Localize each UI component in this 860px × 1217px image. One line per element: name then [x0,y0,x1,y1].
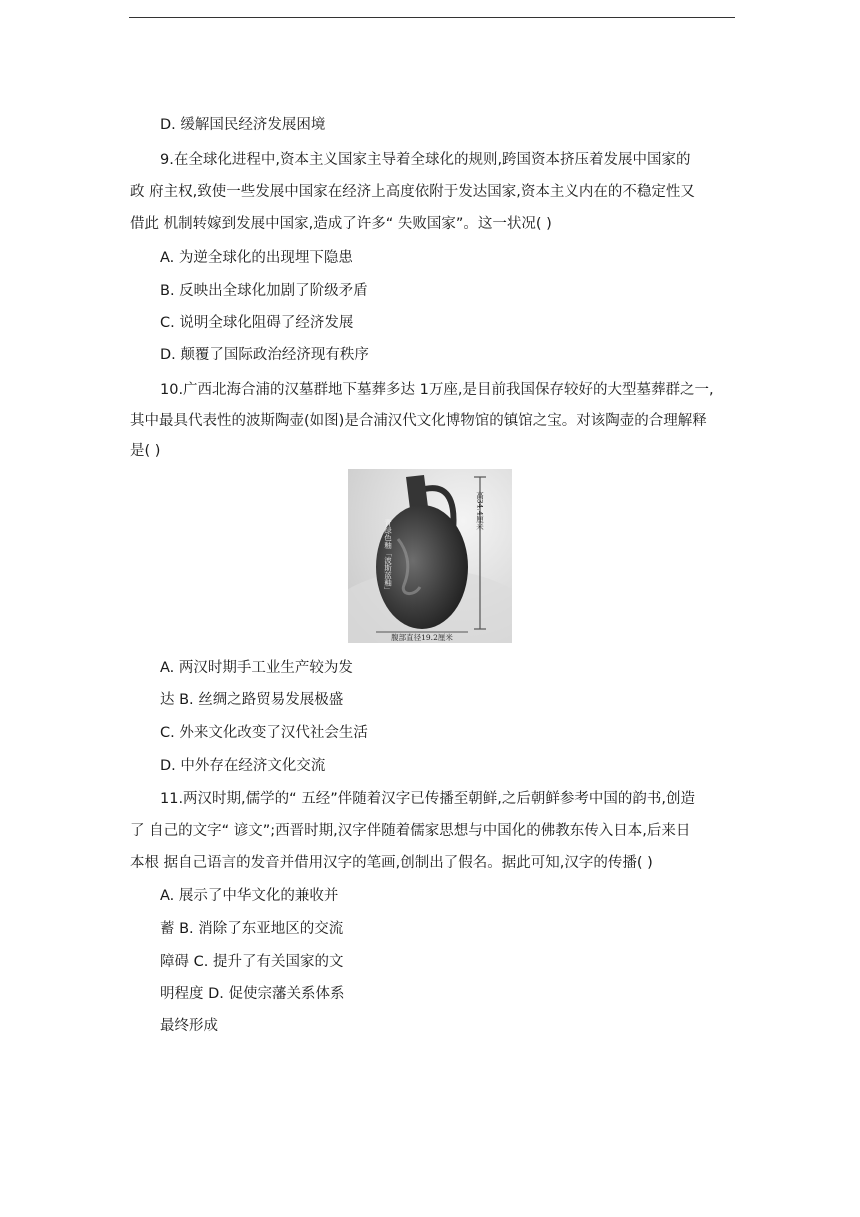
q10-option-d: D. 中外存在经济文化交流 [160,758,326,774]
q8-option-d: D. 缓解国民经济发展困境 [160,117,326,133]
glaze-label: 青绿色釉「波斯蓝釉」 [383,519,393,594]
q11-option-line-2: 蓄 B. 消除了东亚地区的交流 [160,921,344,937]
q11-stem-line-1: 11.两汉时期,儒学的“ 五经”伴随着汉字已传播至朝鲜,之后朝鲜参考中国的韵书,创造 [160,791,696,807]
header-rule [129,17,735,18]
q10-stem-line-2: 其中最具代表性的波斯陶壶(如图)是合浦汉代文化博物馆的镇馆之宝。对该陶壶的合理解释 [130,413,707,429]
height-label: 高34.4厘米 [475,491,485,531]
q9-option-b: B. 反映出全球化加剧了阶级矛盾 [160,283,368,299]
q10-stem-line-1: 10.广西北海合浦的汉墓群地下墓葬多达 1万座,是目前我国保存较好的大型墓葬群之一, [160,382,714,398]
q9-option-d: D. 颠覆了国际政治经济现有秩序 [160,347,369,363]
q10-option-c: C. 外来文化改变了汉代社会生活 [160,725,368,741]
q10-option-a: A. 两汉时期手工业生产较为发 [160,660,353,676]
q9-stem-line-2: 政 府主权,致使一些发展中国家在经济上高度依附于发达国家,资本主义内在的不稳定性又 [130,184,695,200]
q10-stem-line-3: 是( ) [130,443,161,459]
persian-pottery-pot-photo [348,469,512,643]
q11-stem-line-2: 了 自己的文字“ 谚文”;西晋时期,汉字伴随着儒家思想与中国化的佛教东传入日本,后来日 [130,823,691,839]
q11-stem-line-3: 本根 据自己语言的发音并借用汉字的笔画,创制出了假名。据此可知,汉字的传播( ) [130,855,653,871]
q11-option-line-4: 明程度 D. 促使宗藩关系体系 [160,986,345,1002]
q9-option-a: A. 为逆全球化的出现埋下隐患 [160,250,353,266]
q9-stem-line-3: 借此 机制转嫁到发展中国家,造成了许多“ 失败国家”。这一状况( ) [130,216,552,232]
q9-option-c: C. 说明全球化阻碍了经济发展 [160,315,354,331]
q9-stem-line-1: 9.在全球化进程中,资本主义国家主导着全球化的规则,跨国资本挤压着发展中国家的 [160,152,691,168]
q11-option-line-5: 最终形成 [160,1018,218,1034]
q11-option-line-1: A. 展示了中华文化的兼收并 [160,888,339,904]
diameter-label: 腹部直径19.2厘米 [391,633,453,642]
q10-option-b: 达 B. 丝绸之路贸易发展极盛 [160,692,344,708]
q11-option-line-3: 障碍 C. 提升了有关国家的文 [160,954,344,970]
